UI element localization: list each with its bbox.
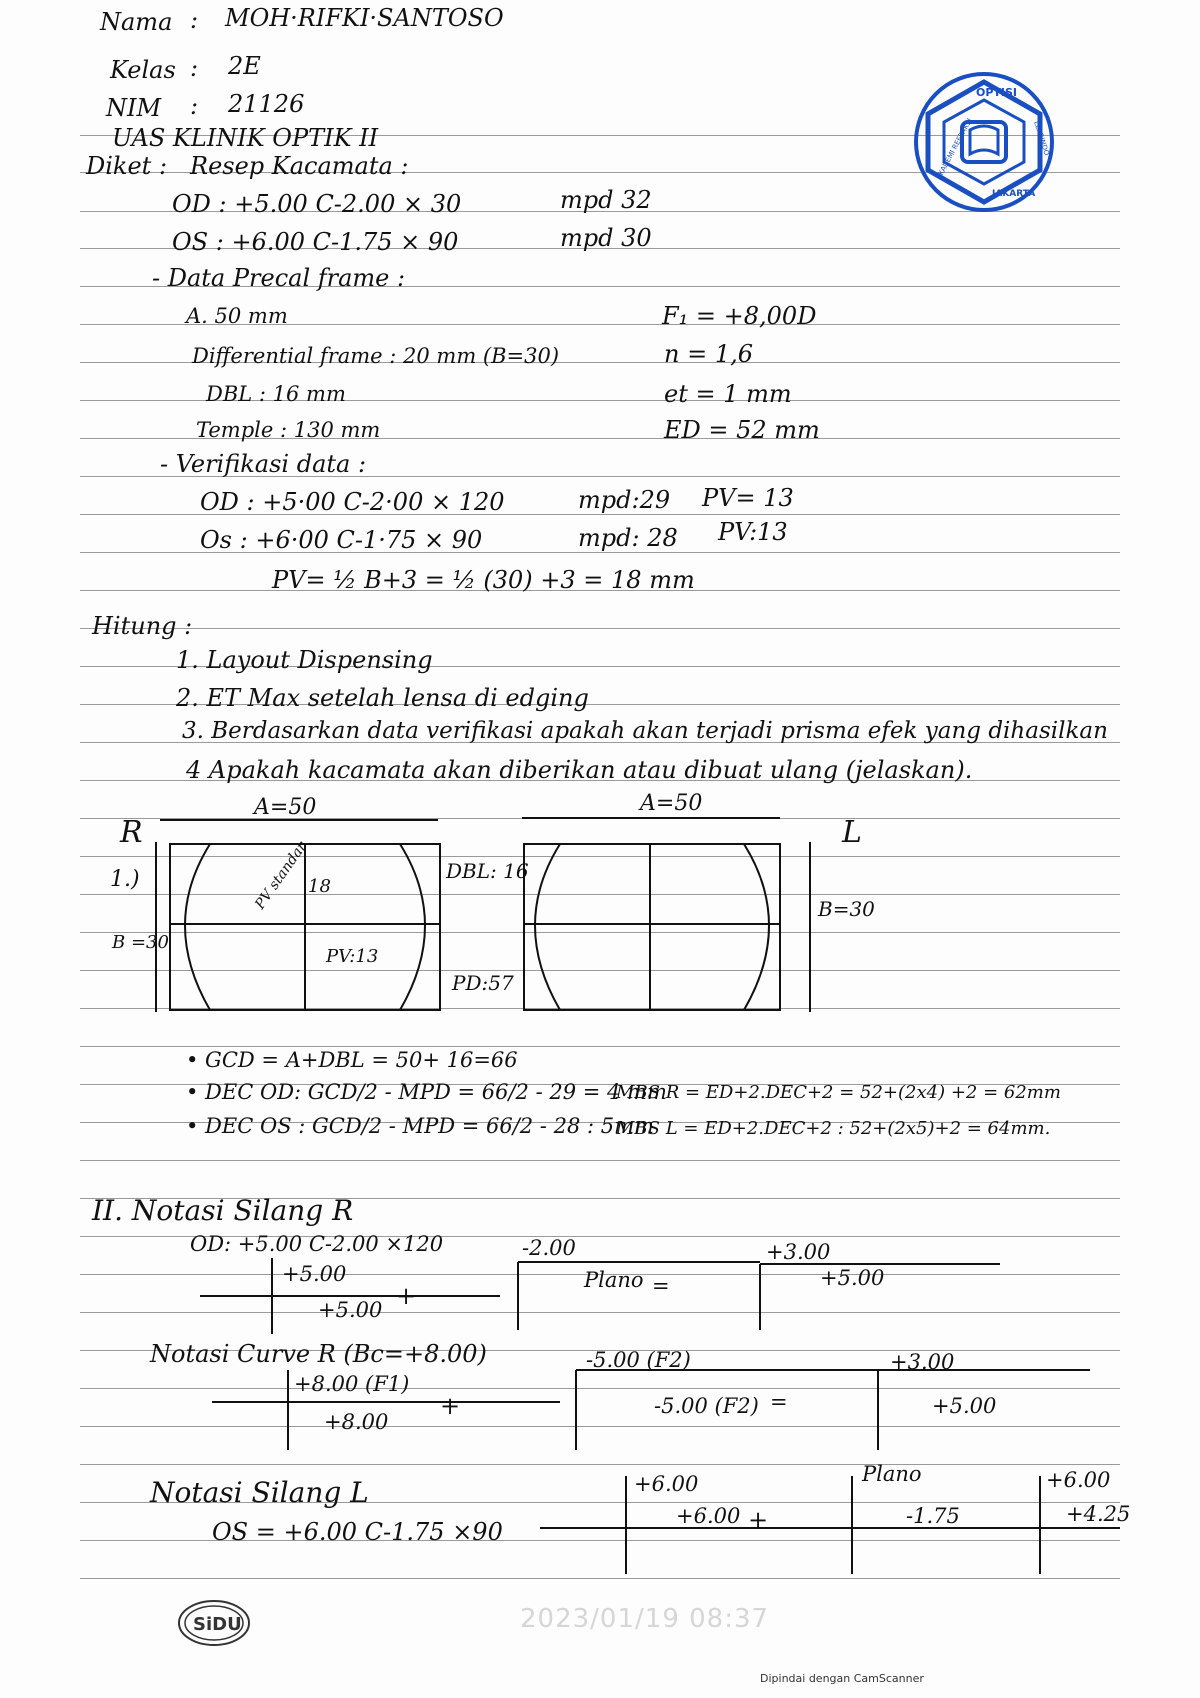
pv-standar-label: PV standar <box>252 839 311 913</box>
sidu-logo <box>176 1598 252 1648</box>
curve-c1-bottom: +8.00 <box>324 1410 389 1434</box>
l-label: L <box>842 815 862 850</box>
r-label: R <box>120 815 143 850</box>
cross-l3-mid: +4.25 <box>1066 1502 1131 1526</box>
plus-sign: + <box>396 1282 417 1310</box>
curve-c1-top: +8.00 (F1) <box>294 1372 410 1396</box>
cross-l1-mid: +6.00 <box>676 1504 741 1528</box>
cross-r1-bottom: +5.00 <box>318 1298 383 1322</box>
cross-r1-top: +5.00 <box>282 1262 347 1286</box>
cross-r2-mid: Plano <box>584 1268 644 1292</box>
os-prescription: OS : +6.00 C-1.75 × 90 <box>172 228 459 256</box>
calc-gcd: • GCD = A+DBL = 50+ 16=66 <box>186 1048 518 1072</box>
cross-l2-top: Plano <box>862 1462 922 1486</box>
calc-mbs-r: MBS R = ED+2.DEC+2 = 52+(2x4) +2 = 62mm <box>616 1082 1061 1103</box>
n-value: n = 1,6 <box>664 340 753 368</box>
colon: : <box>190 92 199 120</box>
nama-label: Nama <box>100 8 173 36</box>
pd-label: PD:57 <box>452 971 514 995</box>
a-left-label: A=50 <box>254 795 317 820</box>
plus-sign: + <box>748 1506 769 1534</box>
cross-r3-top: +3.00 <box>766 1240 831 1264</box>
b-side-label: B =30 <box>112 932 169 953</box>
stamp-side-left: AKADEMI REFRAKSI <box>934 117 974 181</box>
stamp-bottom-text: JAKARTA <box>992 189 1036 199</box>
f1-value: F₁ = +8,00D <box>662 302 817 330</box>
hitung-item: 3. Berdasarkan data verifikasi apakah akan terjadi prisma efek yang dihasilkan <box>182 718 1108 744</box>
verif-os: Os : +6·00 C-1·75 × 90 <box>200 526 483 554</box>
cross-l1-top: +6.00 <box>634 1472 699 1496</box>
notasi-silang-l-title: Notasi Silang L <box>150 1476 369 1509</box>
notasi-silang-r-title: II. Notasi Silang R <box>92 1194 354 1227</box>
equals-sign: = <box>652 1274 670 1298</box>
calc-mbs-l: MBS L = ED+2.DEC+2 : 52+(2x5)+2 = 64mm. <box>616 1118 1051 1139</box>
verif-od: OD : +5·00 C-2·00 × 120 <box>200 488 505 516</box>
frame-temple: Temple : 130 mm <box>196 418 381 442</box>
notasi-curve-title: Notasi Curve R (Bc=+8.00) <box>150 1340 487 1368</box>
verif-os-mpd: mpd: 28 <box>578 524 678 552</box>
sidu-text: SiDU <box>193 1614 242 1635</box>
verif-os-pv: PV:13 <box>718 518 788 546</box>
scanner-footer: Dipindai dengan CamScanner <box>760 1672 924 1685</box>
plus-sign: + <box>440 1392 461 1420</box>
b30-label: B=30 <box>818 897 875 921</box>
colon: : <box>190 6 199 34</box>
kelas-label: Kelas <box>110 56 176 84</box>
curve-c2-top: -5.00 (F2) <box>586 1348 691 1372</box>
notasi-silang-l-rx: OS = +6.00 C-1.75 ×90 <box>212 1518 503 1546</box>
od-prescription: OD : +5.00 C-2.00 × 30 <box>172 190 462 218</box>
curve-c3-top: +3.00 <box>890 1350 955 1374</box>
curve-c2-mid: -5.00 (F2) <box>654 1394 759 1418</box>
et-value: et = 1 mm <box>664 380 792 408</box>
notasi-silang-r-rx: OD: +5.00 C-2.00 ×120 <box>190 1232 444 1256</box>
pv13-label: PV:13 <box>326 946 379 967</box>
hitung-label: Hitung : <box>92 612 193 640</box>
frame-a: A. 50 mm <box>186 304 288 328</box>
eighteen-label: 18 <box>308 876 331 897</box>
cross-r3-mid: +5.00 <box>820 1266 885 1290</box>
hitung-item: 1. Layout Dispensing <box>176 646 433 674</box>
exam-title: UAS KLINIK OPTIK II <box>112 124 379 152</box>
nim-value: 21126 <box>228 90 305 118</box>
colon: : <box>190 54 199 82</box>
calc-dec-od: • DEC OD: GCD/2 - MPD = 66/2 - 29 = 4 mm <box>186 1080 667 1104</box>
cross-r2-top: -2.00 <box>522 1236 576 1260</box>
verifikasi-title: - Verifikasi data : <box>160 450 367 478</box>
timestamp-watermark: 2023/01/19 08:37 <box>520 1604 770 1634</box>
frame-dbl: DBL : 16 mm <box>206 382 346 406</box>
curve-c3-mid: +5.00 <box>932 1394 997 1418</box>
calc-dec-os: • DEC OS : GCD/2 - MPD = 66/2 - 28 : 5mm <box>186 1114 654 1138</box>
verif-od-mpd: mpd:29 <box>578 486 671 514</box>
cross-l3-top: +6.00 <box>1046 1468 1111 1492</box>
stamp-top-text: OPTISI <box>976 86 1018 99</box>
verif-od-pv: PV= 13 <box>702 484 794 512</box>
frame-differential: Differential frame : 20 mm (B=30) <box>192 344 560 368</box>
dbl-label: DBL: 16 <box>446 859 529 883</box>
stamp-side-right: LEPRINDO <box>1032 120 1051 157</box>
equals-sign: = <box>770 1390 788 1414</box>
hitung-item: 2. ET Max setelah lensa di edging <box>176 684 589 712</box>
a-right-label: A=50 <box>640 791 703 816</box>
os-mpd: mpd 30 <box>560 224 652 252</box>
nim-label: NIM <box>106 94 162 122</box>
nama-value: MOH·RIFKI·SANTOSO <box>225 4 504 32</box>
ed-value: ED = 52 mm <box>664 416 820 444</box>
precal-title: - Data Precal frame : <box>152 264 406 292</box>
diket-label: Diket : <box>86 152 168 180</box>
resep-label: Resep Kacamata : <box>190 152 409 180</box>
hitung-item: 4 Apakah kacamata akan diberikan atau dibuat ulang (jelaskan). <box>186 756 973 784</box>
kelas-value: 2E <box>228 52 261 80</box>
od-mpd: mpd 32 <box>560 186 652 214</box>
cross-l2-mid: -1.75 <box>906 1504 960 1528</box>
step-one-label: 1.) <box>110 867 140 892</box>
pv-formula: PV= ½ B+3 = ½ (30) +3 = 18 mm <box>272 566 695 594</box>
